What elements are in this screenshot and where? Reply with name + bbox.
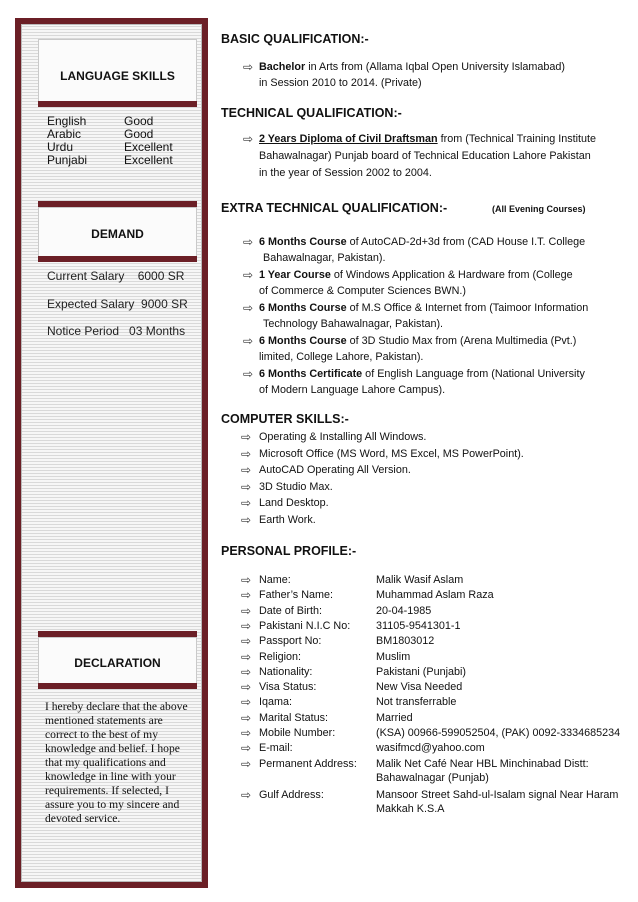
arrow-icon: ⇨ <box>243 268 254 282</box>
arrow-icon: ⇨ <box>241 634 252 649</box>
arrow-icon: ⇨ <box>241 710 252 725</box>
arrow-icon: ⇨ <box>241 430 252 444</box>
profile-label: Religion: <box>259 650 302 663</box>
arrow-icon: ⇨ <box>243 132 254 146</box>
arrow-icon: ⇨ <box>241 680 252 695</box>
extra-course-line: 6 Months Course of M.S Office & Internet from (Taimoor Information <box>259 302 589 314</box>
profile-value: wasifmcd@yahoo.com <box>376 742 485 755</box>
evening-courses-note: (All Evening Courses) <box>492 204 586 214</box>
extra-course-line: 6 Months Course of 3D Studio Max from (Arena Multimedia (Pvt.) <box>259 335 577 347</box>
arrow-icon: ⇨ <box>241 649 252 664</box>
extra-qualification-heading: EXTRA TECHNICAL QUALIFICATION:- <box>221 201 448 215</box>
arrow-icon: ⇨ <box>241 756 252 771</box>
profile-value: (KSA) 00966-599052504, (PAK) 0092-3334685234 <box>376 727 621 739</box>
profile-label: E-mail: <box>259 742 293 755</box>
arrow-icon: ⇨ <box>243 334 254 348</box>
extra-course-line: 6 Months Course of AutoCAD-2d+3d from (CAD House I.T. College <box>259 236 586 248</box>
technical-qualification-line: in the year of Session 2002 to 2004. <box>259 167 432 179</box>
computer-skill-item: Land Desktop. <box>259 497 329 509</box>
profile-label: Father’s Name: <box>259 589 334 602</box>
arrow-icon: ⇨ <box>241 726 252 740</box>
arrow-icon: ⇨ <box>243 235 254 249</box>
computer-skill-item: Earth Work. <box>259 513 316 526</box>
profile-value: Makkah K.S.A <box>376 802 445 815</box>
language-row: Punjabi Excellent <box>47 153 173 167</box>
profile-value: Malik Net Café Near HBL Minchinabad Distt: <box>376 757 589 770</box>
profile-value: 20-04-1985 <box>376 604 432 617</box>
current-salary: Current Salary 6000 SR <box>47 269 185 283</box>
arrow-icon: ⇨ <box>241 463 252 477</box>
arrow-icon: ⇨ <box>243 367 254 381</box>
profile-label: Name: <box>259 574 291 586</box>
expected-salary: Expected Salary 9000 SR <box>47 297 188 311</box>
language-row: Arabic Good <box>47 127 154 141</box>
profile-label: Gulf Address: <box>259 788 324 801</box>
profile-value: Malik Wasif Aslam <box>376 574 464 586</box>
extra-course-line: 1 Year Course of Windows Application & Hardware from (College <box>259 269 573 281</box>
profile-value: Bahawalnagar (Punjab) <box>376 771 489 784</box>
profile-label: Visa Status: <box>259 681 317 694</box>
technical-qualification-line: 2 Years Diploma of Civil Draftsman from (Technical Training Institute <box>259 133 597 145</box>
extra-course-line: 6 Months Certificate of English Language from (National University <box>259 368 585 380</box>
profile-label: Iqama: <box>259 696 293 709</box>
extra-course-line: of Commerce & Computer Sciences BWN.) <box>259 285 466 297</box>
arrow-icon: ⇨ <box>241 512 252 527</box>
arrow-icon: ⇨ <box>241 618 252 633</box>
profile-label: Date of Birth: <box>259 604 323 617</box>
profile-value: Muhammad Aslam Raza <box>376 589 494 602</box>
arrow-icon: ⇨ <box>241 479 252 494</box>
profile-label: Mobile Number: <box>259 727 336 739</box>
profile-label: Nationality: <box>259 665 313 678</box>
profile-value: Married <box>376 711 413 724</box>
arrow-icon: ⇨ <box>241 603 252 618</box>
profile-value: Mansoor Street Sahd-ul-Isalam signal Near Haram <box>376 788 619 801</box>
divider-rule <box>38 101 197 107</box>
profile-value: Muslim <box>376 650 411 663</box>
extra-course-line: of Modern Language Lahore Campus). <box>259 384 446 396</box>
technical-qualification-heading: TECHNICAL QUALIFICATION:- <box>221 106 402 120</box>
demand-heading: DEMAND <box>91 227 144 241</box>
basic-qualification-heading: BASIC QUALIFICATION:- <box>221 32 369 46</box>
arrow-icon: ⇨ <box>241 695 252 710</box>
declaration-text: I hereby declare that the above mentioned statements are correct to the best of my knowledge and belief. I hope that my qualifications and knowledge in line with your requirements. If selected, I assure you to my sincere and devoted service. <box>45 700 188 825</box>
divider-rule <box>38 256 197 262</box>
language-row: Urdu Excellent <box>47 140 173 154</box>
arrow-icon: ⇨ <box>243 60 254 74</box>
arrow-icon: ⇨ <box>241 446 252 461</box>
profile-label: Pakistani N.I.C No: <box>259 619 351 632</box>
arrow-icon: ⇨ <box>243 301 254 315</box>
profile-label: Passport No: <box>259 635 322 648</box>
notice-period: Notice Period 03 Months <box>47 324 186 338</box>
computer-skill-item: AutoCAD Operating All Version. <box>259 464 411 476</box>
computer-skill-item: Microsoft Office (MS Word, MS Excel, MS PowerPoint). <box>259 447 524 460</box>
language-heading: LANGUAGE SKILLS <box>60 69 175 83</box>
computer-skill-item: 3D Studio Max. <box>259 480 333 493</box>
extra-course-line: Bahawalnagar, Pakistan). <box>263 252 386 264</box>
profile-value: 31105-9541301-1 <box>376 619 461 632</box>
computer-skill-item: Operating & Installing All Windows. <box>259 431 427 443</box>
basic-qualification-line: Bachelor in Arts from (Allama Iqbal Open University Islamabad) <box>259 61 566 73</box>
computer-skills-heading: COMPUTER SKILLS:- <box>221 412 349 426</box>
language-row: English Good <box>47 114 154 128</box>
extra-course-line: Technology Bahawalnagar, Pakistan). <box>263 318 444 330</box>
arrow-icon: ⇨ <box>241 664 252 679</box>
divider-rule <box>38 683 197 689</box>
technical-qualification-line: Bahawalnagar) Punjab board of Technical Education Lahore Pakistan <box>259 150 591 162</box>
arrow-icon: ⇨ <box>241 496 252 510</box>
arrow-icon: ⇨ <box>241 588 252 603</box>
profile-label: Permanent Address: <box>259 757 357 770</box>
profile-value: BM1803012 <box>376 635 435 648</box>
arrow-icon: ⇨ <box>241 741 252 756</box>
basic-qualification-line: in Session 2010 to 2014. (Private) <box>259 77 422 89</box>
arrow-icon: ⇨ <box>241 573 252 587</box>
extra-course-line: limited, College Lahore, Pakistan). <box>259 351 424 363</box>
profile-value: New Visa Needed <box>376 681 463 694</box>
profile-label: Marital Status: <box>259 711 329 724</box>
profile-value: Not transferrable <box>376 696 457 709</box>
personal-profile-heading: PERSONAL PROFILE:- <box>221 544 357 558</box>
arrow-icon: ⇨ <box>241 787 252 802</box>
declaration-heading: DECLARATION <box>74 656 161 670</box>
profile-value: Pakistani (Punjabi) <box>376 665 467 678</box>
